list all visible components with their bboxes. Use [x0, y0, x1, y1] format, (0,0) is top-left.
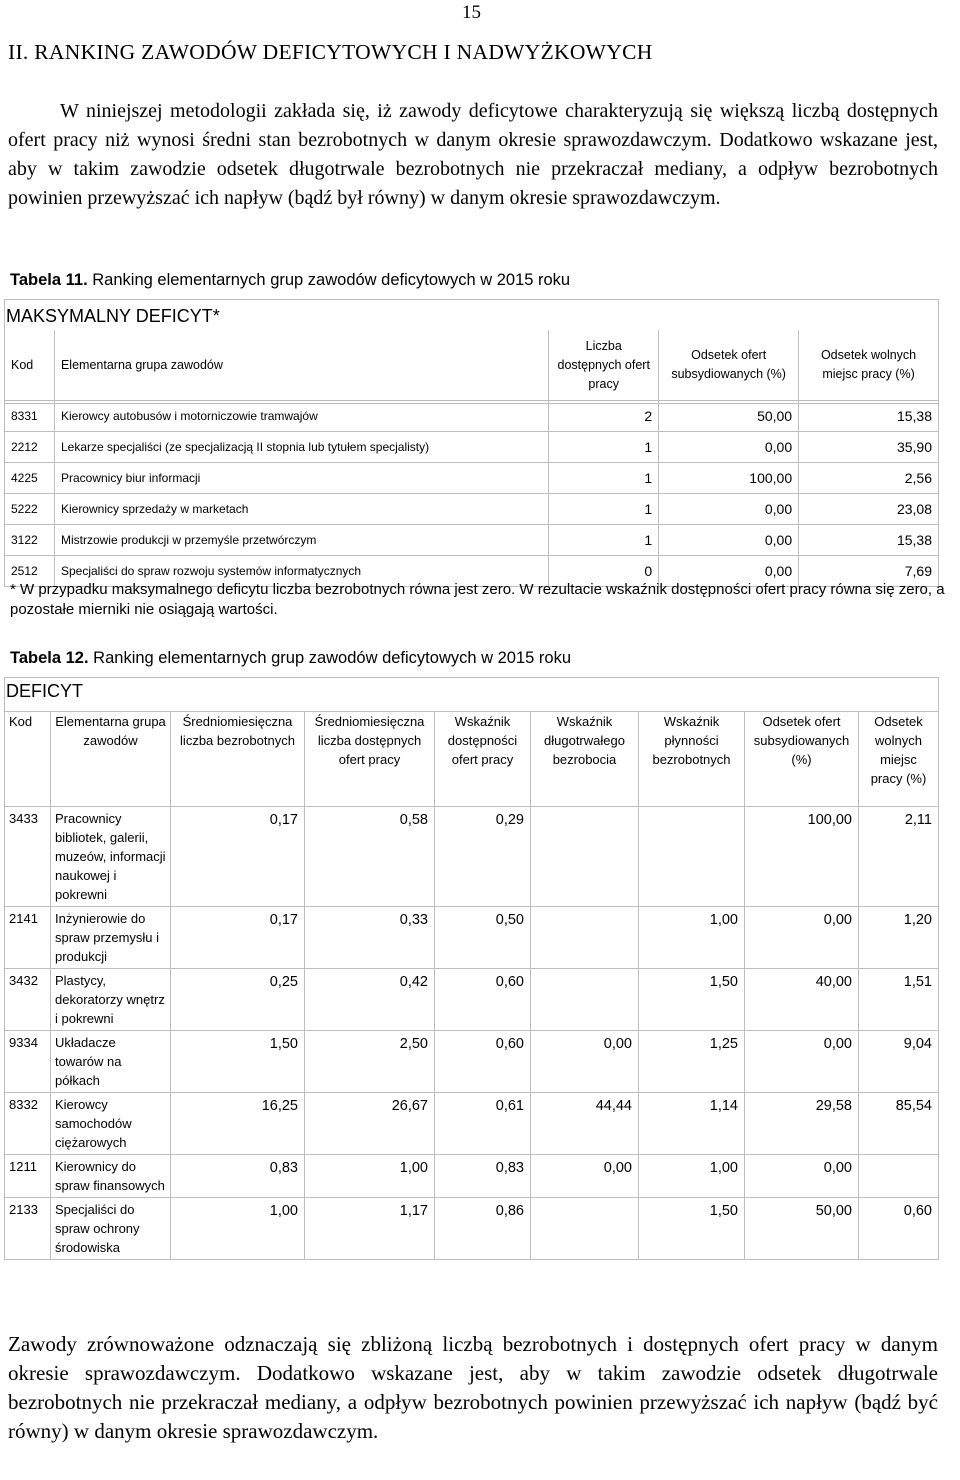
table11-cell: 23,08	[799, 494, 939, 525]
table11-cell: 8331	[5, 401, 55, 432]
table12-cell: 44,44	[531, 1093, 639, 1155]
table11-cell: 1	[549, 525, 659, 556]
table12-cell: 0,58	[305, 807, 435, 907]
table12-cell: 1,50	[639, 969, 745, 1031]
table12-header-cell: Wskaźnik dostępności ofert pracy	[435, 712, 531, 807]
table12-cell: 0,17	[171, 807, 305, 907]
table12-cell: Układacze towarów na półkach	[51, 1031, 171, 1093]
table12-cell	[531, 907, 639, 969]
table12-cell: 1,00	[305, 1155, 435, 1198]
table11-cell: 100,00	[659, 463, 799, 494]
table11-cell: 2	[549, 401, 659, 432]
table12-label: Tabela 12.	[10, 649, 89, 667]
table12-cell: 9,04	[859, 1031, 939, 1093]
table12-cell: 1,17	[305, 1198, 435, 1260]
table12-cell: 100,00	[745, 807, 859, 907]
table11-cell: 5222	[5, 494, 55, 525]
table12-header-cell: Elementarna grupa zawodów	[51, 712, 171, 807]
table12-caption	[10, 649, 571, 668]
table12	[4, 711, 939, 1260]
table12-cell: 0,60	[435, 1031, 531, 1093]
table12-cell: 2133	[5, 1198, 51, 1260]
table12-cell: 0,83	[435, 1155, 531, 1198]
intro-paragraph: W niniejszej metodologii zakłada się, iż zawody deficytowe charakteryzują się większą liczbą dostępnych ofert pracy niż wynosi średni stan bezrobotnych w danym okresie sprawozdawczym. Dodatkowo wskazane jest, aby w takim zawodzie odsetek długotrwale bezrobotnych nie przekraczał mediany, a odpływ bezrobotnych powinien przewyższać ich napływ (bądź był równy) w danym okresie sprawozdawczym.	[8, 100, 938, 209]
table11-cell: Kierownicy sprzedaży w marketach	[54, 494, 548, 525]
table-row	[5, 807, 939, 907]
table11-cell: 2,56	[799, 463, 939, 494]
table11-cell: 3122	[5, 525, 55, 556]
table12-cell: 0,00	[745, 907, 859, 969]
table12-header-cell: Średniomiesięczna liczba dostępnych ofert pracy	[305, 712, 435, 807]
table11-cell: 50,00	[659, 401, 799, 432]
table-row	[5, 463, 939, 494]
table12-cell: 0,25	[171, 969, 305, 1031]
table11-cell: 15,38	[799, 401, 939, 432]
table11-body	[5, 330, 939, 587]
table11-cell: Specjaliści do spraw rozwoju systemów informatycznych	[54, 556, 548, 587]
table11-cell: 0,00	[659, 494, 799, 525]
table12-cell: 2,11	[859, 807, 939, 907]
table11-cell: 15,38	[799, 525, 939, 556]
table12-cell: 40,00	[745, 969, 859, 1031]
table12-cell: 0,29	[435, 807, 531, 907]
table-row	[5, 494, 939, 525]
table12-header-cell: Odsetek ofert subsydiowanych (%)	[745, 712, 859, 807]
table12-cell: Plastycy, dekoratorzy wnętrz i pokrewni	[51, 969, 171, 1031]
table12-cell: 0,00	[745, 1031, 859, 1093]
table12-cell	[859, 1155, 939, 1198]
table12-cell	[639, 807, 745, 907]
table-row	[5, 969, 939, 1031]
table12-cell: 1,50	[639, 1198, 745, 1260]
table12-cell: 0,00	[745, 1155, 859, 1198]
table11-cell: Kierowcy autobusów i motorniczowie tramwajów	[54, 401, 548, 432]
table11-box-title: MAKSYMALNY DEFICYT*	[6, 306, 220, 326]
table11-header-cell: Odsetek ofert subsydiowanych (%)	[659, 330, 799, 401]
table12-box-title: DEFICYT	[6, 681, 84, 701]
table12-cell: 0,50	[435, 907, 531, 969]
table11-cell: 2512	[5, 556, 55, 587]
table11	[4, 330, 939, 587]
table11-label: Tabela 11.	[10, 271, 88, 289]
table11-header-cell: Liczba dostępnych ofert pracy	[549, 330, 659, 401]
table12-cell: 1,50	[171, 1031, 305, 1093]
table-row	[5, 907, 939, 969]
table11-header-row	[5, 330, 939, 401]
table11-cell: 1	[549, 494, 659, 525]
table12-cell: 26,67	[305, 1093, 435, 1155]
table12-cell: 29,58	[745, 1093, 859, 1155]
table11-header-cell: Odsetek wolnych miejsc pracy (%)	[799, 330, 939, 401]
table12-cell: Kierownicy do spraw finansowych	[51, 1155, 171, 1198]
table12-cell: 0,17	[171, 907, 305, 969]
table12-cell	[531, 969, 639, 1031]
table12-cell	[531, 1198, 639, 1260]
table11-header-cell: Elementarna grupa zawodów	[54, 330, 548, 401]
table11-cell: 0	[549, 556, 659, 587]
table11-cell: Mistrzowie produkcji w przemyśle przetwórczym	[54, 525, 548, 556]
table12-title: Ranking elementarnych grup zawodów deficytowych w 2015 roku	[93, 649, 572, 667]
table12-body	[5, 712, 939, 1260]
table12-cell: 2141	[5, 907, 51, 969]
table11-title: Ranking elementarnych grup zawodów deficytowych w 2015 roku	[92, 271, 571, 289]
table12-cell: 0,60	[435, 969, 531, 1031]
table-row	[5, 1198, 939, 1260]
table11-caption	[10, 271, 570, 290]
table12-cell: 1,00	[639, 1155, 745, 1198]
table12-cell: 0,00	[531, 1031, 639, 1093]
table11-cell: 1	[549, 432, 659, 463]
table12-cell: 85,54	[859, 1093, 939, 1155]
table12-cell: 0,42	[305, 969, 435, 1031]
table12-cell: 0,00	[531, 1155, 639, 1198]
table12-cell: 2,50	[305, 1031, 435, 1093]
table12-cell: 50,00	[745, 1198, 859, 1260]
table12-cell: 1,00	[639, 907, 745, 969]
table-row	[5, 432, 939, 463]
table12-frame	[4, 677, 939, 712]
table-row	[5, 401, 939, 432]
table12-cell: 1211	[5, 1155, 51, 1198]
table12-cell: 0,60	[859, 1198, 939, 1260]
table11-cell: 0,00	[659, 525, 799, 556]
table12-cell: 1,20	[859, 907, 939, 969]
table12-cell: 1,14	[639, 1093, 745, 1155]
table11-note: * W przypadku maksymalnego deficytu liczba bezrobotnych równa jest zero. W rezultacie wskaźnik dostępności ofert pracy równa się zero, a pozostałe mierniki nie osiągają wartości.	[10, 581, 945, 618]
table12-cell: 0,86	[435, 1198, 531, 1260]
table12-cell: 1,51	[859, 969, 939, 1031]
table11-cell: 0,00	[659, 432, 799, 463]
table12-cell: Inżynierowie do spraw przemysłu i produkcji	[51, 907, 171, 969]
table12-cell: 0,61	[435, 1093, 531, 1155]
section-heading: II. RANKING ZAWODÓW DEFICYTOWYCH I NADWYŻKOWYCH	[8, 40, 653, 64]
table11-cell: 7,69	[799, 556, 939, 587]
table12-cell: 0,33	[305, 907, 435, 969]
table11-cell: Lekarze specjaliści (ze specjalizacją II stopnia lub tytułem specjalisty)	[54, 432, 548, 463]
table12-cell	[531, 807, 639, 907]
table12-cell: 3433	[5, 807, 51, 907]
table12-cell: Specjaliści do spraw ochrony środowiska	[51, 1198, 171, 1260]
table11-header-cell: Kod	[5, 330, 55, 401]
table12-cell: Pracownicy bibliotek, galerii, muzeów, informacji naukowej i pokrewni	[51, 807, 171, 907]
table12-header-cell: Średniomiesięczna liczba bezrobotnych	[171, 712, 305, 807]
table12-cell: 1,25	[639, 1031, 745, 1093]
table12-cell: 16,25	[171, 1093, 305, 1155]
table11-cell: 4225	[5, 463, 55, 494]
table-row	[5, 1031, 939, 1093]
table-row	[5, 525, 939, 556]
table12-cell: 1,00	[171, 1198, 305, 1260]
table12-header-cell: Wskaźnik długotrwałego bezrobocia	[531, 712, 639, 807]
table11-cell: 35,90	[799, 432, 939, 463]
table-row	[5, 1155, 939, 1198]
table11-cell: Pracownicy biur informacji	[54, 463, 548, 494]
table12-cell: 3432	[5, 969, 51, 1031]
table12-header-cell: Wskaźnik płynności bezrobotnych	[639, 712, 745, 807]
table12-header-cell: Odsetek wolnych miejsc pracy (%)	[859, 712, 939, 807]
table12-cell: Kierowcy samochodów ciężarowych	[51, 1093, 171, 1155]
table11-cell: 0,00	[659, 556, 799, 587]
table-row	[5, 1093, 939, 1155]
table12-cell: 8332	[5, 1093, 51, 1155]
table12-header-cell: Kod	[5, 712, 51, 807]
table12-header-row	[5, 712, 939, 807]
table11-cell: 1	[549, 463, 659, 494]
table12-cell: 9334	[5, 1031, 51, 1093]
table11-cell: 2212	[5, 432, 55, 463]
closing-paragraph: Zawody zrównoważone odznaczają się zbliżoną liczbą bezrobotnych i dostępnych ofert pracy w danym okresie sprawozdawczym. Dodatkowo wskazane jest, aby w takim zawodzie odsetek długotrwale bezrobotnych nie przekraczał mediany, a odpływ bezrobotnych powinien przewyższać ich napływ (bądź być równy) w danym okresie sprawozdawczym.	[8, 1332, 938, 1443]
table12-cell: 0,83	[171, 1155, 305, 1198]
page-number: 15	[462, 2, 481, 23]
